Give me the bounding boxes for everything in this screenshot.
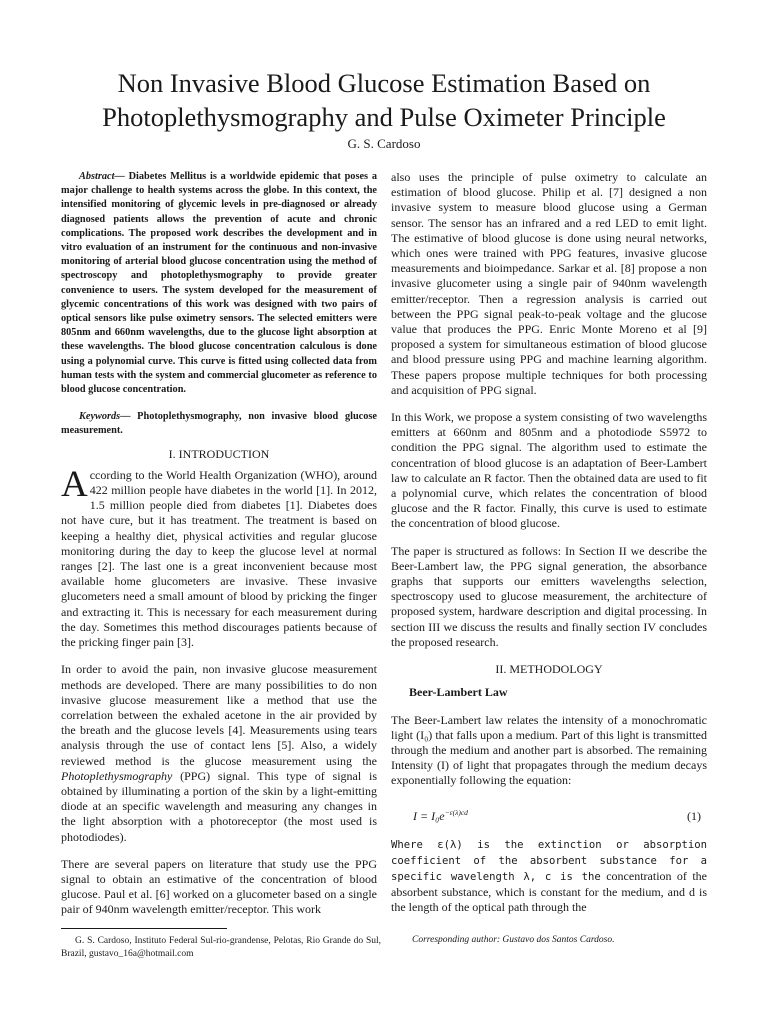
intro-paragraph-2 xyxy=(61,662,377,844)
intro-paragraph-1-text: ccording to the World Health Organization (WHO), around 422 million people have diabetes in the world [1]. In 2012, 1.5 million people died from diabetes [1]. Diabetes does not have cure, but it has treatment. The treatment is based on keeping a healthy diet, physical activities and regular glucose monitoring during the day to keep the glucose level at normal ranges [2]. The last one is a great inconvenient because most available home glucometers are invasive. These invasive glucometers need a small amount of blood by pricking the finger and extracting it. This is necessary for each measurement during the day. Sometimes this method discourages patients because of the pricking finger pain [3]. xyxy=(61,467,377,650)
methodology-paragraph-1: The Beer-Lambert law relates the intensity of a monochromatic light (I₀) that falls upon a medium. Part of this light is transmitted through the medium and another part is absorbed. The remaining Intensity (I) of light that propagates through the medium decays exponentially following the equation: xyxy=(391,712,707,788)
footnote-rule xyxy=(61,928,227,929)
keywords-label: Keywords— xyxy=(79,411,131,423)
methodology-heading: II. METHODOLOGY xyxy=(495,662,603,677)
intro-paragraph-2-part-1: In order to avoid the pain, non invasive glucose measurement methods are developed. There are many possibilities to do non invasive glucose measurement like a method that use the correlation between the exhaled acetone in the air provided by the breath and the glucose levels [4]. Measurements using tears analysis through the use of contact lens [5]. Also, a widely reviewed method is the glucose measurement using the xyxy=(61,662,377,768)
keywords-text: Photoplethysmography, non invasive blood glucose measurement. xyxy=(61,411,377,437)
abstract xyxy=(61,170,377,397)
methodology-paragraph-2-mono: Where ε(λ) is the extinction or absorption coefficient of the absorbent substance for a specific wavelength λ, c is the xyxy=(391,838,707,883)
equation-exponent: −ε(λ)cd xyxy=(444,807,468,817)
left-column xyxy=(61,170,377,918)
equation-formula xyxy=(413,805,468,824)
intro-paragraph-1 xyxy=(61,463,377,650)
intro-paragraph-3: There are several papers on literature that study use the PPG signal to obtain an estimative of the concentration of blood glucose. Paul et al. [6] worked on a glucometer based on a single pair of 940nm wavelength emitter/receptor. This work xyxy=(61,856,377,917)
equation-1 xyxy=(391,793,707,837)
intro-paragraph-6: The paper is structured as follows: In Section II we describe the Beer-Lambert law, the PPG signal generation, the absorbance graphs that supports our emitters wavelengths selection, spectroscopy used to glucose measurement, the architecture of proposed system, hardware description and digital processing. In section III we discuss the results and finally section IV concludes the proposed research. xyxy=(391,543,707,649)
abstract-text: Diabetes Mellitus is a worldwide epidemic that poses a major challenge to health systems across the globe. In this context, the intensified monitoring of glycemic levels in pre-diagnosed or already diagnosed patients allows the prevention of acute and chronic complications. The proposed work describes the development and in vitro evaluation of an instrument for the continuous and non-invasive monitoring of arterial blood glucose concentration using the method of spectroscopy and photoplethysmography to provide greater convenience to users. The system developed for the measurement of glycemic concentrations of this work was designed with two pairs of optical sensors like pulse oximetry sensors. The selected emitters were 805nm and 660nm wavelengths, due to the glucose light absorption at these wavelengths. The blood glucose concentration calculous is done using a polynomial curve. This curve is fitted using collected data from human tests with the system and commercial glucometer as reference to blood glucose concentration. xyxy=(61,171,377,396)
intro-heading: I. INTRODUCTION xyxy=(168,446,270,461)
beer-lambert-subheading: Beer-Lambert Law xyxy=(409,685,508,700)
paper-title: Non Invasive Blood Glucose Estimation Based on Photoplethysmography and Pulse Oximeter Principle xyxy=(102,68,666,132)
drop-cap: A xyxy=(61,463,88,505)
equation-number: (1) xyxy=(687,808,701,823)
intro-paragraph-2-part-2: (PPG) signal. This type of signal is obtained by illuminating a portion of the skin by a light-emitting diode at an specific wavelength and measuring any changes in the light absorption with a photoreceptor (the most used is photodiodes). xyxy=(61,768,377,844)
abstract-label: Abstract— xyxy=(79,171,125,182)
keywords xyxy=(61,410,377,438)
intro-paragraph-4: also uses the principle of pulse oximetry to calculate an estimation of blood glucose. Philip et al. [7] designed a non invasive system to measure blood glucose using a German sensor. The sensor has an infrared and a red LED to emit light. The estimative of blood glucose is done using neural networks, which ones were trained with PPG features, invasive glucose measurements and bioimpedance. Sarkar et al. [8] propose a non invasive glucometer using a single pair of 940nm wavelength emitter/receptor. Then a regression analysis is carried out between the PPG signal peak-to-peak voltage and the glucose value that produces the PPG. Enric Monte Moreno et al [9] proposed a system for simultaneous estimation of blood glucose and blood pressure using PPG and machine learning algorithm. These papers propose multiple techniques for both processing and acquisition of PPG signal. xyxy=(391,170,707,397)
methodology-paragraph-2 xyxy=(391,837,707,916)
corresponding-author: Corresponding author: Gustavo dos Santos Cardoso. xyxy=(412,935,615,945)
ppg-term: Photoplethysmography xyxy=(61,768,173,783)
equation-base: I = I₀e xyxy=(413,808,445,823)
author-name: G. S. Cardoso xyxy=(347,136,421,151)
right-column xyxy=(391,170,707,916)
author-footnote: G. S. Cardoso, Instituto Federal Sul-rio-grandense, Pelotas, Rio Grande do Sul, Brazil, gustavo_16a@hotmail.com xyxy=(61,936,381,959)
intro-paragraph-5: In this Work, we propose a system consisting of two wavelengths emitters at 660nm and 805nm and a photodiode S5972 to condition the PPG signal. The algorithm used to estimate the concentration of blood glucose is an adaptation of Beer-Lambert law to calculate an R factor. Then the obtained data are used to fit a polynomial curve, which relates the concentration of blood glucose and the R factor. Finally, this curve is used to estimate the concentration of blood glucose. xyxy=(391,410,707,531)
methodology-paragraph-2-rest: concentration of the absorbent substance, which is constant for the medium, and d is the length of the optical path through the xyxy=(391,868,708,915)
